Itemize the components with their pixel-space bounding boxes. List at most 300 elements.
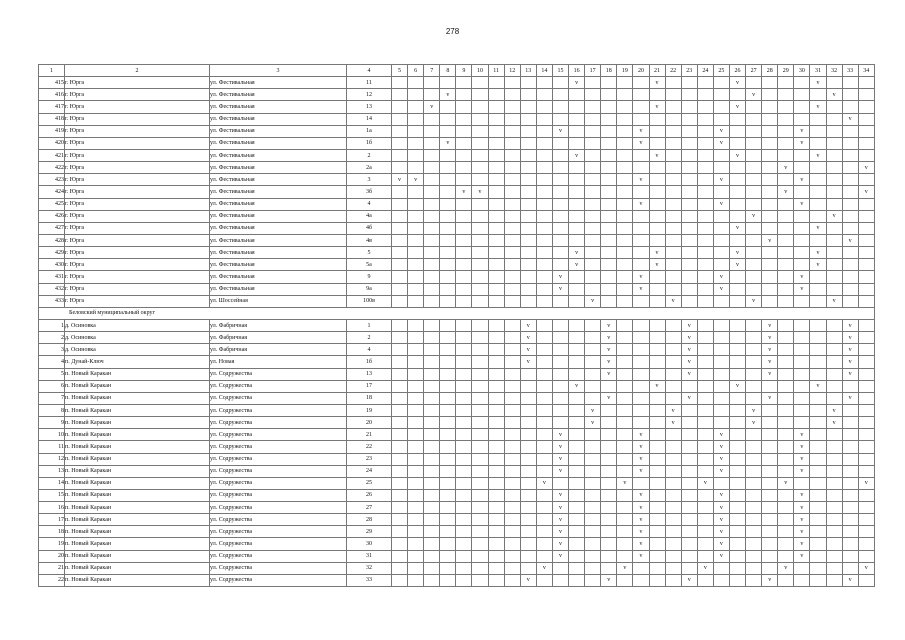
- schedule-cell: [456, 477, 472, 489]
- schedule-cell: [520, 417, 536, 429]
- schedule-cell: [601, 417, 617, 429]
- schedule-cell: [440, 380, 456, 392]
- schedule-cell: [842, 162, 858, 174]
- schedule-cell: [536, 417, 552, 429]
- schedule-cell: [746, 332, 762, 344]
- table-row: [39, 441, 875, 453]
- schedule-cell: [536, 380, 552, 392]
- schedule-cell: [408, 271, 424, 283]
- locality-cell: п. Новый Каракан: [65, 417, 210, 429]
- building-cell: 29: [347, 526, 392, 538]
- schedule-cell: [456, 332, 472, 344]
- schedule-cell: [665, 502, 681, 514]
- schedule-mark: v: [633, 538, 649, 550]
- page-number: 278: [445, 27, 460, 36]
- building-cell: 12: [347, 89, 392, 101]
- schedule-cell: [842, 174, 858, 186]
- schedule-cell: [424, 526, 440, 538]
- schedule-mark: v: [794, 283, 810, 295]
- schedule-cell: [488, 186, 504, 198]
- schedule-cell: [858, 283, 874, 295]
- schedule-mark: v: [440, 137, 456, 149]
- schedule-cell: [456, 514, 472, 526]
- schedule-cell: [681, 295, 697, 307]
- schedule-cell: [488, 271, 504, 283]
- schedule-cell: [552, 344, 568, 356]
- schedule-cell: [520, 453, 536, 465]
- column-header: 15: [552, 65, 568, 77]
- schedule-cell: [472, 149, 488, 161]
- schedule-cell: [488, 283, 504, 295]
- schedule-cell: [810, 368, 826, 380]
- schedule-cell: [697, 332, 713, 344]
- locality-cell: г. Юрга: [65, 186, 210, 198]
- schedule-mark: v: [746, 210, 762, 222]
- schedule-cell: [665, 477, 681, 489]
- schedule-cell: [569, 368, 585, 380]
- schedule-cell: [488, 562, 504, 574]
- schedule-cell: [536, 295, 552, 307]
- schedule-cell: [649, 514, 665, 526]
- schedule-cell: [488, 174, 504, 186]
- schedule-cell: [633, 477, 649, 489]
- schedule-cell: [504, 332, 520, 344]
- schedule-cell: [858, 514, 874, 526]
- schedule-cell: [858, 174, 874, 186]
- schedule-cell: [617, 502, 633, 514]
- row-number: 5: [39, 368, 65, 380]
- schedule-cell: [649, 89, 665, 101]
- schedule-cell: [504, 368, 520, 380]
- table-row: [39, 283, 875, 295]
- schedule-cell: [456, 210, 472, 222]
- schedule-cell: [665, 574, 681, 586]
- schedule-cell: [842, 222, 858, 234]
- schedule-mark: v: [665, 417, 681, 429]
- schedule-cell: [794, 404, 810, 416]
- locality-cell: г. Юрга: [65, 162, 210, 174]
- schedule-cell: [601, 465, 617, 477]
- schedule-cell: [810, 234, 826, 246]
- schedule-cell: [681, 113, 697, 125]
- schedule-cell: [665, 441, 681, 453]
- schedule-mark: v: [842, 574, 858, 586]
- schedule-cell: [778, 271, 794, 283]
- building-cell: 9: [347, 271, 392, 283]
- schedule-mark: v: [520, 356, 536, 368]
- schedule-cell: [762, 380, 778, 392]
- schedule-cell: [585, 502, 601, 514]
- schedule-cell: [569, 186, 585, 198]
- schedule-cell: [504, 198, 520, 210]
- schedule-cell: [424, 465, 440, 477]
- schedule-cell: [536, 198, 552, 210]
- schedule-cell: [858, 489, 874, 501]
- building-cell: 25: [347, 477, 392, 489]
- schedule-cell: [681, 89, 697, 101]
- schedule-cell: [585, 368, 601, 380]
- schedule-cell: [488, 89, 504, 101]
- schedule-cell: [601, 477, 617, 489]
- schedule-cell: [520, 174, 536, 186]
- schedule-cell: [842, 101, 858, 113]
- column-header: 29: [778, 65, 794, 77]
- schedule-cell: [552, 295, 568, 307]
- schedule-cell: [536, 149, 552, 161]
- locality-cell: г. Юрга: [65, 77, 210, 89]
- schedule-cell: [713, 344, 729, 356]
- schedule-cell: [665, 380, 681, 392]
- schedule-cell: [569, 465, 585, 477]
- street-cell: ул. Содружества: [210, 550, 347, 562]
- schedule-cell: [617, 101, 633, 113]
- schedule-cell: [826, 186, 842, 198]
- schedule-cell: [536, 186, 552, 198]
- schedule-cell: [826, 526, 842, 538]
- schedule-cell: [569, 404, 585, 416]
- street-cell: ул. Содружества: [210, 526, 347, 538]
- schedule-cell: [617, 259, 633, 271]
- schedule-mark: v: [569, 259, 585, 271]
- locality-cell: г. Юрга: [65, 198, 210, 210]
- schedule-cell: [729, 319, 745, 331]
- schedule-cell: [778, 550, 794, 562]
- schedule-cell: [746, 271, 762, 283]
- schedule-mark: v: [601, 574, 617, 586]
- schedule-cell: [520, 283, 536, 295]
- schedule-cell: [729, 538, 745, 550]
- schedule-cell: [762, 477, 778, 489]
- table-row: [39, 538, 875, 550]
- table-row: [39, 271, 875, 283]
- schedule-mark: v: [633, 526, 649, 538]
- schedule-cell: [826, 319, 842, 331]
- schedule-cell: [729, 89, 745, 101]
- table-row: [39, 198, 875, 210]
- schedule-cell: [536, 101, 552, 113]
- schedule-mark: v: [713, 465, 729, 477]
- schedule-cell: [424, 550, 440, 562]
- schedule-cell: [826, 380, 842, 392]
- building-cell: 2: [347, 332, 392, 344]
- schedule-cell: [697, 210, 713, 222]
- schedule-cell: [746, 101, 762, 113]
- schedule-cell: [601, 429, 617, 441]
- schedule-mark: v: [681, 368, 697, 380]
- table-row: [39, 344, 875, 356]
- schedule-cell: [488, 417, 504, 429]
- schedule-cell: [729, 271, 745, 283]
- schedule-cell: [520, 465, 536, 477]
- row-number: 425: [39, 198, 65, 210]
- schedule-mark: v: [810, 380, 826, 392]
- schedule-cell: [746, 77, 762, 89]
- schedule-cell: [472, 113, 488, 125]
- row-number: 21: [39, 562, 65, 574]
- schedule-cell: [520, 295, 536, 307]
- schedule-cell: [520, 550, 536, 562]
- schedule-cell: [585, 89, 601, 101]
- schedule-cell: [746, 137, 762, 149]
- schedule-cell: [794, 368, 810, 380]
- schedule-mark: v: [424, 101, 440, 113]
- schedule-cell: [520, 149, 536, 161]
- row-number: 6: [39, 380, 65, 392]
- schedule-cell: [842, 429, 858, 441]
- table-row: [39, 392, 875, 404]
- schedule-cell: [408, 89, 424, 101]
- schedule-cell: [681, 538, 697, 550]
- schedule-cell: [810, 186, 826, 198]
- schedule-cell: [697, 489, 713, 501]
- schedule-cell: [504, 538, 520, 550]
- schedule-mark: v: [794, 550, 810, 562]
- schedule-cell: [778, 113, 794, 125]
- schedule-cell: [520, 514, 536, 526]
- schedule-cell: [778, 149, 794, 161]
- schedule-cell: [424, 404, 440, 416]
- schedule-cell: [697, 149, 713, 161]
- schedule-cell: [810, 344, 826, 356]
- schedule-cell: [536, 368, 552, 380]
- schedule-cell: [456, 198, 472, 210]
- street-cell: ул. Содружества: [210, 453, 347, 465]
- schedule-cell: [665, 101, 681, 113]
- schedule-cell: [826, 149, 842, 161]
- schedule-cell: [552, 247, 568, 259]
- schedule-mark: v: [552, 465, 568, 477]
- schedule-cell: [665, 344, 681, 356]
- column-header: 31: [810, 65, 826, 77]
- schedule-cell: [842, 295, 858, 307]
- schedule-mark: v: [762, 344, 778, 356]
- schedule-cell: [810, 89, 826, 101]
- schedule-mark: v: [633, 429, 649, 441]
- schedule-mark: v: [729, 222, 745, 234]
- schedule-cell: [810, 489, 826, 501]
- schedule-cell: [408, 247, 424, 259]
- schedule-cell: [488, 125, 504, 137]
- schedule-cell: [601, 101, 617, 113]
- building-cell: 11: [347, 77, 392, 89]
- schedule-cell: [778, 295, 794, 307]
- schedule-mark: v: [794, 137, 810, 149]
- schedule-cell: [842, 247, 858, 259]
- schedule-cell: [681, 234, 697, 246]
- schedule-cell: [746, 247, 762, 259]
- schedule-cell: [729, 368, 745, 380]
- schedule-mark: v: [842, 344, 858, 356]
- schedule-mark: v: [810, 149, 826, 161]
- schedule-cell: [569, 344, 585, 356]
- row-number: 423: [39, 174, 65, 186]
- schedule-mark: v: [858, 186, 874, 198]
- schedule-cell: [810, 125, 826, 137]
- schedule-mark: v: [729, 380, 745, 392]
- schedule-cell: [762, 198, 778, 210]
- schedule-mark: v: [826, 210, 842, 222]
- schedule-cell: [778, 234, 794, 246]
- schedule-cell: [842, 380, 858, 392]
- schedule-cell: [456, 271, 472, 283]
- schedule-cell: [697, 368, 713, 380]
- schedule-cell: [746, 283, 762, 295]
- schedule-cell: [794, 332, 810, 344]
- schedule-cell: [778, 210, 794, 222]
- schedule-cell: [681, 417, 697, 429]
- schedule-cell: [424, 247, 440, 259]
- schedule-cell: [488, 319, 504, 331]
- table-row: [39, 186, 875, 198]
- schedule-cell: [408, 295, 424, 307]
- schedule-cell: [729, 125, 745, 137]
- schedule-cell: [456, 247, 472, 259]
- schedule-cell: [392, 89, 408, 101]
- schedule-cell: [408, 101, 424, 113]
- locality-cell: п. Новый Каракан: [65, 453, 210, 465]
- locality-cell: г. Юрга: [65, 137, 210, 149]
- schedule-cell: [633, 113, 649, 125]
- schedule-mark: v: [456, 186, 472, 198]
- schedule-cell: [778, 356, 794, 368]
- schedule-cell: [601, 125, 617, 137]
- schedule-mark: v: [826, 89, 842, 101]
- schedule-cell: [746, 502, 762, 514]
- schedule-cell: [569, 332, 585, 344]
- schedule-cell: [617, 125, 633, 137]
- schedule-cell: [440, 392, 456, 404]
- column-header: 7: [424, 65, 440, 77]
- schedule-mark: v: [552, 489, 568, 501]
- schedule-mark: v: [520, 344, 536, 356]
- schedule-cell: [456, 368, 472, 380]
- locality-cell: г. Юрга: [65, 113, 210, 125]
- schedule-cell: [633, 162, 649, 174]
- schedule-cell: [504, 429, 520, 441]
- schedule-cell: [440, 283, 456, 295]
- schedule-cell: [440, 441, 456, 453]
- schedule-cell: [601, 538, 617, 550]
- schedule-mark: v: [633, 489, 649, 501]
- building-cell: 32: [347, 562, 392, 574]
- schedule-cell: [649, 417, 665, 429]
- schedule-cell: [520, 489, 536, 501]
- schedule-cell: [440, 234, 456, 246]
- table-row: [39, 319, 875, 331]
- schedule-cell: [633, 356, 649, 368]
- schedule-cell: [488, 502, 504, 514]
- schedule-cell: [488, 441, 504, 453]
- schedule-cell: [697, 502, 713, 514]
- schedule-cell: [729, 234, 745, 246]
- schedule-cell: [826, 538, 842, 550]
- schedule-cell: [858, 356, 874, 368]
- schedule-cell: [585, 380, 601, 392]
- schedule-mark: v: [810, 259, 826, 271]
- column-header: 22: [665, 65, 681, 77]
- building-cell: 5а: [347, 259, 392, 271]
- schedule-mark: v: [649, 247, 665, 259]
- schedule-mark: v: [681, 319, 697, 331]
- schedule-cell: [617, 417, 633, 429]
- schedule-cell: [520, 113, 536, 125]
- schedule-cell: [665, 186, 681, 198]
- schedule-cell: [713, 113, 729, 125]
- schedule-cell: [552, 356, 568, 368]
- schedule-cell: [536, 489, 552, 501]
- locality-cell: п. Новый Каракан: [65, 477, 210, 489]
- schedule-cell: [697, 465, 713, 477]
- schedule-cell: [810, 574, 826, 586]
- street-cell: ул. Фестивальная: [210, 113, 347, 125]
- street-cell: ул. Содружества: [210, 368, 347, 380]
- schedule-cell: [778, 319, 794, 331]
- schedule-cell: [762, 489, 778, 501]
- schedule-mark: v: [729, 247, 745, 259]
- schedule-cell: [697, 441, 713, 453]
- schedule-cell: [569, 477, 585, 489]
- schedule-cell: [665, 234, 681, 246]
- schedule-cell: [440, 210, 456, 222]
- table-row: [39, 162, 875, 174]
- schedule-mark: v: [713, 429, 729, 441]
- table-row: [39, 77, 875, 89]
- building-cell: 27: [347, 502, 392, 514]
- locality-cell: г. Юрга: [65, 222, 210, 234]
- schedule-cell: [504, 489, 520, 501]
- schedule-cell: [810, 477, 826, 489]
- header-row: [39, 65, 875, 77]
- schedule-cell: [858, 574, 874, 586]
- schedule-cell: [826, 453, 842, 465]
- row-number: 421: [39, 149, 65, 161]
- schedule-cell: [536, 89, 552, 101]
- schedule-mark: v: [842, 368, 858, 380]
- schedule-cell: [746, 186, 762, 198]
- schedule-cell: [392, 234, 408, 246]
- schedule-cell: [569, 198, 585, 210]
- schedule-cell: [392, 149, 408, 161]
- schedule-cell: [601, 502, 617, 514]
- schedule-cell: [601, 526, 617, 538]
- schedule-cell: [585, 538, 601, 550]
- locality-cell: г. Юрга: [65, 210, 210, 222]
- schedule-cell: [536, 441, 552, 453]
- schedule-mark: v: [794, 453, 810, 465]
- schedule-cell: [762, 526, 778, 538]
- schedule-mark: v: [665, 295, 681, 307]
- schedule-cell: [424, 137, 440, 149]
- schedule-cell: [440, 465, 456, 477]
- schedule-cell: [633, 210, 649, 222]
- schedule-cell: [729, 210, 745, 222]
- schedule-cell: [424, 283, 440, 295]
- schedule-cell: [520, 429, 536, 441]
- schedule-cell: [810, 514, 826, 526]
- schedule-cell: [472, 368, 488, 380]
- table-row: [39, 149, 875, 161]
- building-cell: 24: [347, 465, 392, 477]
- schedule-cell: [440, 429, 456, 441]
- schedule-cell: [810, 404, 826, 416]
- schedule-cell: [408, 198, 424, 210]
- schedule-cell: [617, 137, 633, 149]
- schedule-cell: [552, 332, 568, 344]
- schedule-cell: [392, 368, 408, 380]
- schedule-cell: [424, 89, 440, 101]
- schedule-mark: v: [552, 441, 568, 453]
- street-cell: ул. Фестивальная: [210, 89, 347, 101]
